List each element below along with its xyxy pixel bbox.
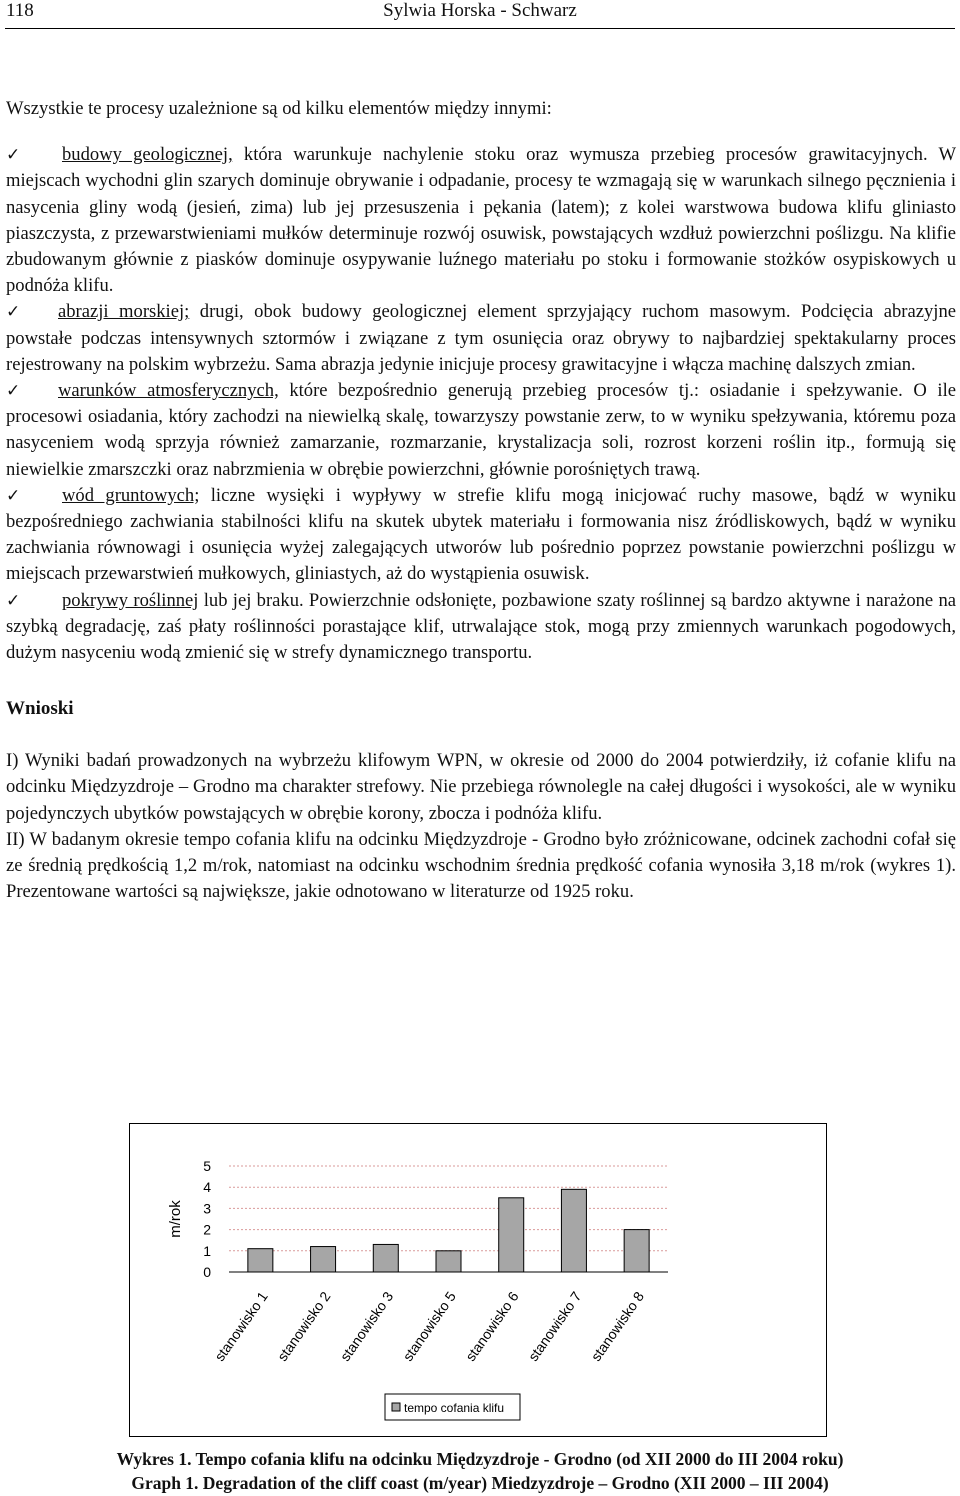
y-tick-label: 3 xyxy=(203,1200,211,1217)
bar xyxy=(624,1230,649,1272)
bar-chart xyxy=(130,1124,826,1436)
bullet-text: które bezpośrednio generują przebieg procesów tj.: osiadanie i spełzywanie. O ile procesowi osiadania, który zachodzi na niewielką skalę, towarzyszy powstanie zerw, to w wyniku spełzywania, któremu poza nasyceniem wodą sprzyja również zamarzanie, rozmarzanie, krystalizacja soli, rozrost korzeni roślin itp., formują się niewielkie zmarszczki oraz nabrzmienia w obrębie powierzchni, głównie porośniętych trawą. xyxy=(6,380,956,480)
bar xyxy=(436,1251,461,1272)
bar xyxy=(248,1249,273,1272)
header-rule xyxy=(5,28,955,29)
bullet-term: abrazji morskiej; xyxy=(58,301,190,323)
bar xyxy=(373,1244,398,1272)
checkmark-icon: ✓ xyxy=(6,590,21,611)
conclusion-1: I) Wyniki badań prowadzonych na wybrzeżu klifowym WPN, w okresie od 2000 do 2004 potwierdziły, iż cofanie klifu na odcinku Międzyzdroje – Grodno ma charakter strefowy. Nie przebiega równolegle na całej długości i wysokości, ale w wyniku pojedynczych ubytków powstających w obrębie korony, zbocza i podnóża klifu. xyxy=(6,750,956,824)
bullet-text: lub jej braku. Powierzchnie odsłonięte, pozbawione szaty roślinnej są bardzo aktywne i narażone na szybką degradację, zaś płaty roślinności porastające klif, utrwalające stok, mogą przy zmiennych warunkach pogodowych, dużym nasyceniu wodą zmienić się w strefy dynamicznego transportu. xyxy=(6,589,956,664)
bullet-term: budowy geologicznej, xyxy=(62,144,233,166)
chart-frame xyxy=(129,1123,827,1437)
x-tick-label: stanowisko 5 xyxy=(399,1288,459,1365)
checkmark-icon: ✓ xyxy=(6,302,21,323)
bullet-weather xyxy=(6,378,956,483)
body-text xyxy=(6,96,956,905)
caption-en: Graph 1. Degradation of the cliff coast (m/year) Miedzyzdroje – Grodno (XII 2000 – III 2004) xyxy=(131,1473,829,1493)
bullet-abrasion xyxy=(6,299,956,378)
bullet-geology xyxy=(6,142,956,299)
x-tick-label: stanowisko 1 xyxy=(211,1288,271,1365)
legend-swatch xyxy=(392,1403,400,1411)
page-header xyxy=(0,0,960,28)
bar xyxy=(311,1247,336,1272)
bar xyxy=(561,1189,586,1272)
checkmark-icon: ✓ xyxy=(6,381,21,402)
bullet-term: pokrywy roślinnej xyxy=(62,589,199,611)
bullet-vegetation xyxy=(6,588,956,667)
y-tick-label: 5 xyxy=(203,1158,211,1174)
bullet-groundwater xyxy=(6,483,956,588)
bullet-text: drugi, obok budowy geologicznej element sprzyjający ruchom masowym. Podcięcia abrazyjne powstałe podczas intensywnych sztormów i związane z tym osunięcia oraz obrywy to najbardziej spektakularny proces rejestrowany na polskim wybrzeżu. Sama abrazja jedynie inicjuje procesy grawitacyjne i włącza machinę dalszych zmian. xyxy=(6,301,956,375)
bullet-text: która warunkuje nachylenie stoku oraz wymusza przebieg procesów grawitacyjnych. W miejscach wychodni glin szarych dominuje obrywanie i odpadanie, procesy te wzmagają się w warunkach silnego pęcznienia i nasycenia gliny wodą (jesień, zima) lub jej przesuszenia i pękania (latem); z kolei warstwowa budowa klifu gliniasto piaszczysta, z przewarstwieniami mułków determinuje rozwój osuwisk, powstających wzdłuż powierzchni poślizgu. Na klifie zbudowanym głównie z piasków dominuje osypywanie luźnego materiału po stoku i formowanie stożków osypiskowych u podnóża klifu. xyxy=(6,144,956,297)
checkmark-icon: ✓ xyxy=(6,145,21,166)
x-tick-label: stanowisko 2 xyxy=(273,1288,334,1365)
bar xyxy=(499,1198,524,1272)
y-tick-label: 1 xyxy=(203,1242,211,1259)
x-tick-label: stanowisko 6 xyxy=(462,1288,522,1365)
y-tick-label: 2 xyxy=(203,1221,211,1238)
page-number: 118 xyxy=(6,0,34,21)
legend-label: tempo cofania klifu xyxy=(404,1401,505,1415)
bullet-text: liczne wysięki i wypływy w strefie klifu mogą inicjować ruchy masowe, bądź w wyniku bezpośredniego zachwiania stabilności klifu na skutek ubytek materiału i formowania nisz źródliskowych, bądź w wyniku zachwiania równowagi i osunięcia wyżej zalegających utworów lub pośrednio poprzez powstanie powierzchni poślizgu w miejscach przewarstwień mułkowych, gliniastych, aż do wystąpienia osuwisk. xyxy=(6,484,957,585)
intro-paragraph: Wszystkie te procesy uzależnione są od kilku elementów między innymi: xyxy=(6,98,552,119)
bullet-term: wód gruntowych; xyxy=(62,484,200,506)
conclusion-2: II) W badanym okresie tempo cofania klifu na odcinku Międzyzdroje - Grodno było zróżnicowane, odcinek zachodni cofał się ze średnią prędkością 1,2 m/rok, natomiast na odcinku wschodnim średnia prędkość cofania wynosiła 3,18 m/rok (wykres 1). Prezentowane wartości są największe, jakie odnotowano w literaturze od 1925 roku. xyxy=(6,828,956,903)
y-tick-label: 0 xyxy=(203,1264,211,1280)
caption-pl: Wykres 1. Tempo cofania klifu na odcinku Międzyzdroje - Grodno (od XII 2000 do III 2004 roku) xyxy=(116,1449,844,1469)
y-axis-label: m/rok xyxy=(167,1200,184,1238)
y-tick-label: 4 xyxy=(203,1179,211,1196)
x-tick-label: stanowisko 8 xyxy=(587,1288,648,1365)
x-tick-label: stanowisko 7 xyxy=(524,1288,585,1365)
checkmark-icon: ✓ xyxy=(6,485,21,506)
section-heading: Wnioski xyxy=(6,698,74,720)
running-title: Sylwia Horska - Schwarz xyxy=(383,0,577,21)
x-tick-label: stanowisko 3 xyxy=(336,1288,397,1365)
bullet-term: warunków atmosferycznych, xyxy=(58,380,279,402)
